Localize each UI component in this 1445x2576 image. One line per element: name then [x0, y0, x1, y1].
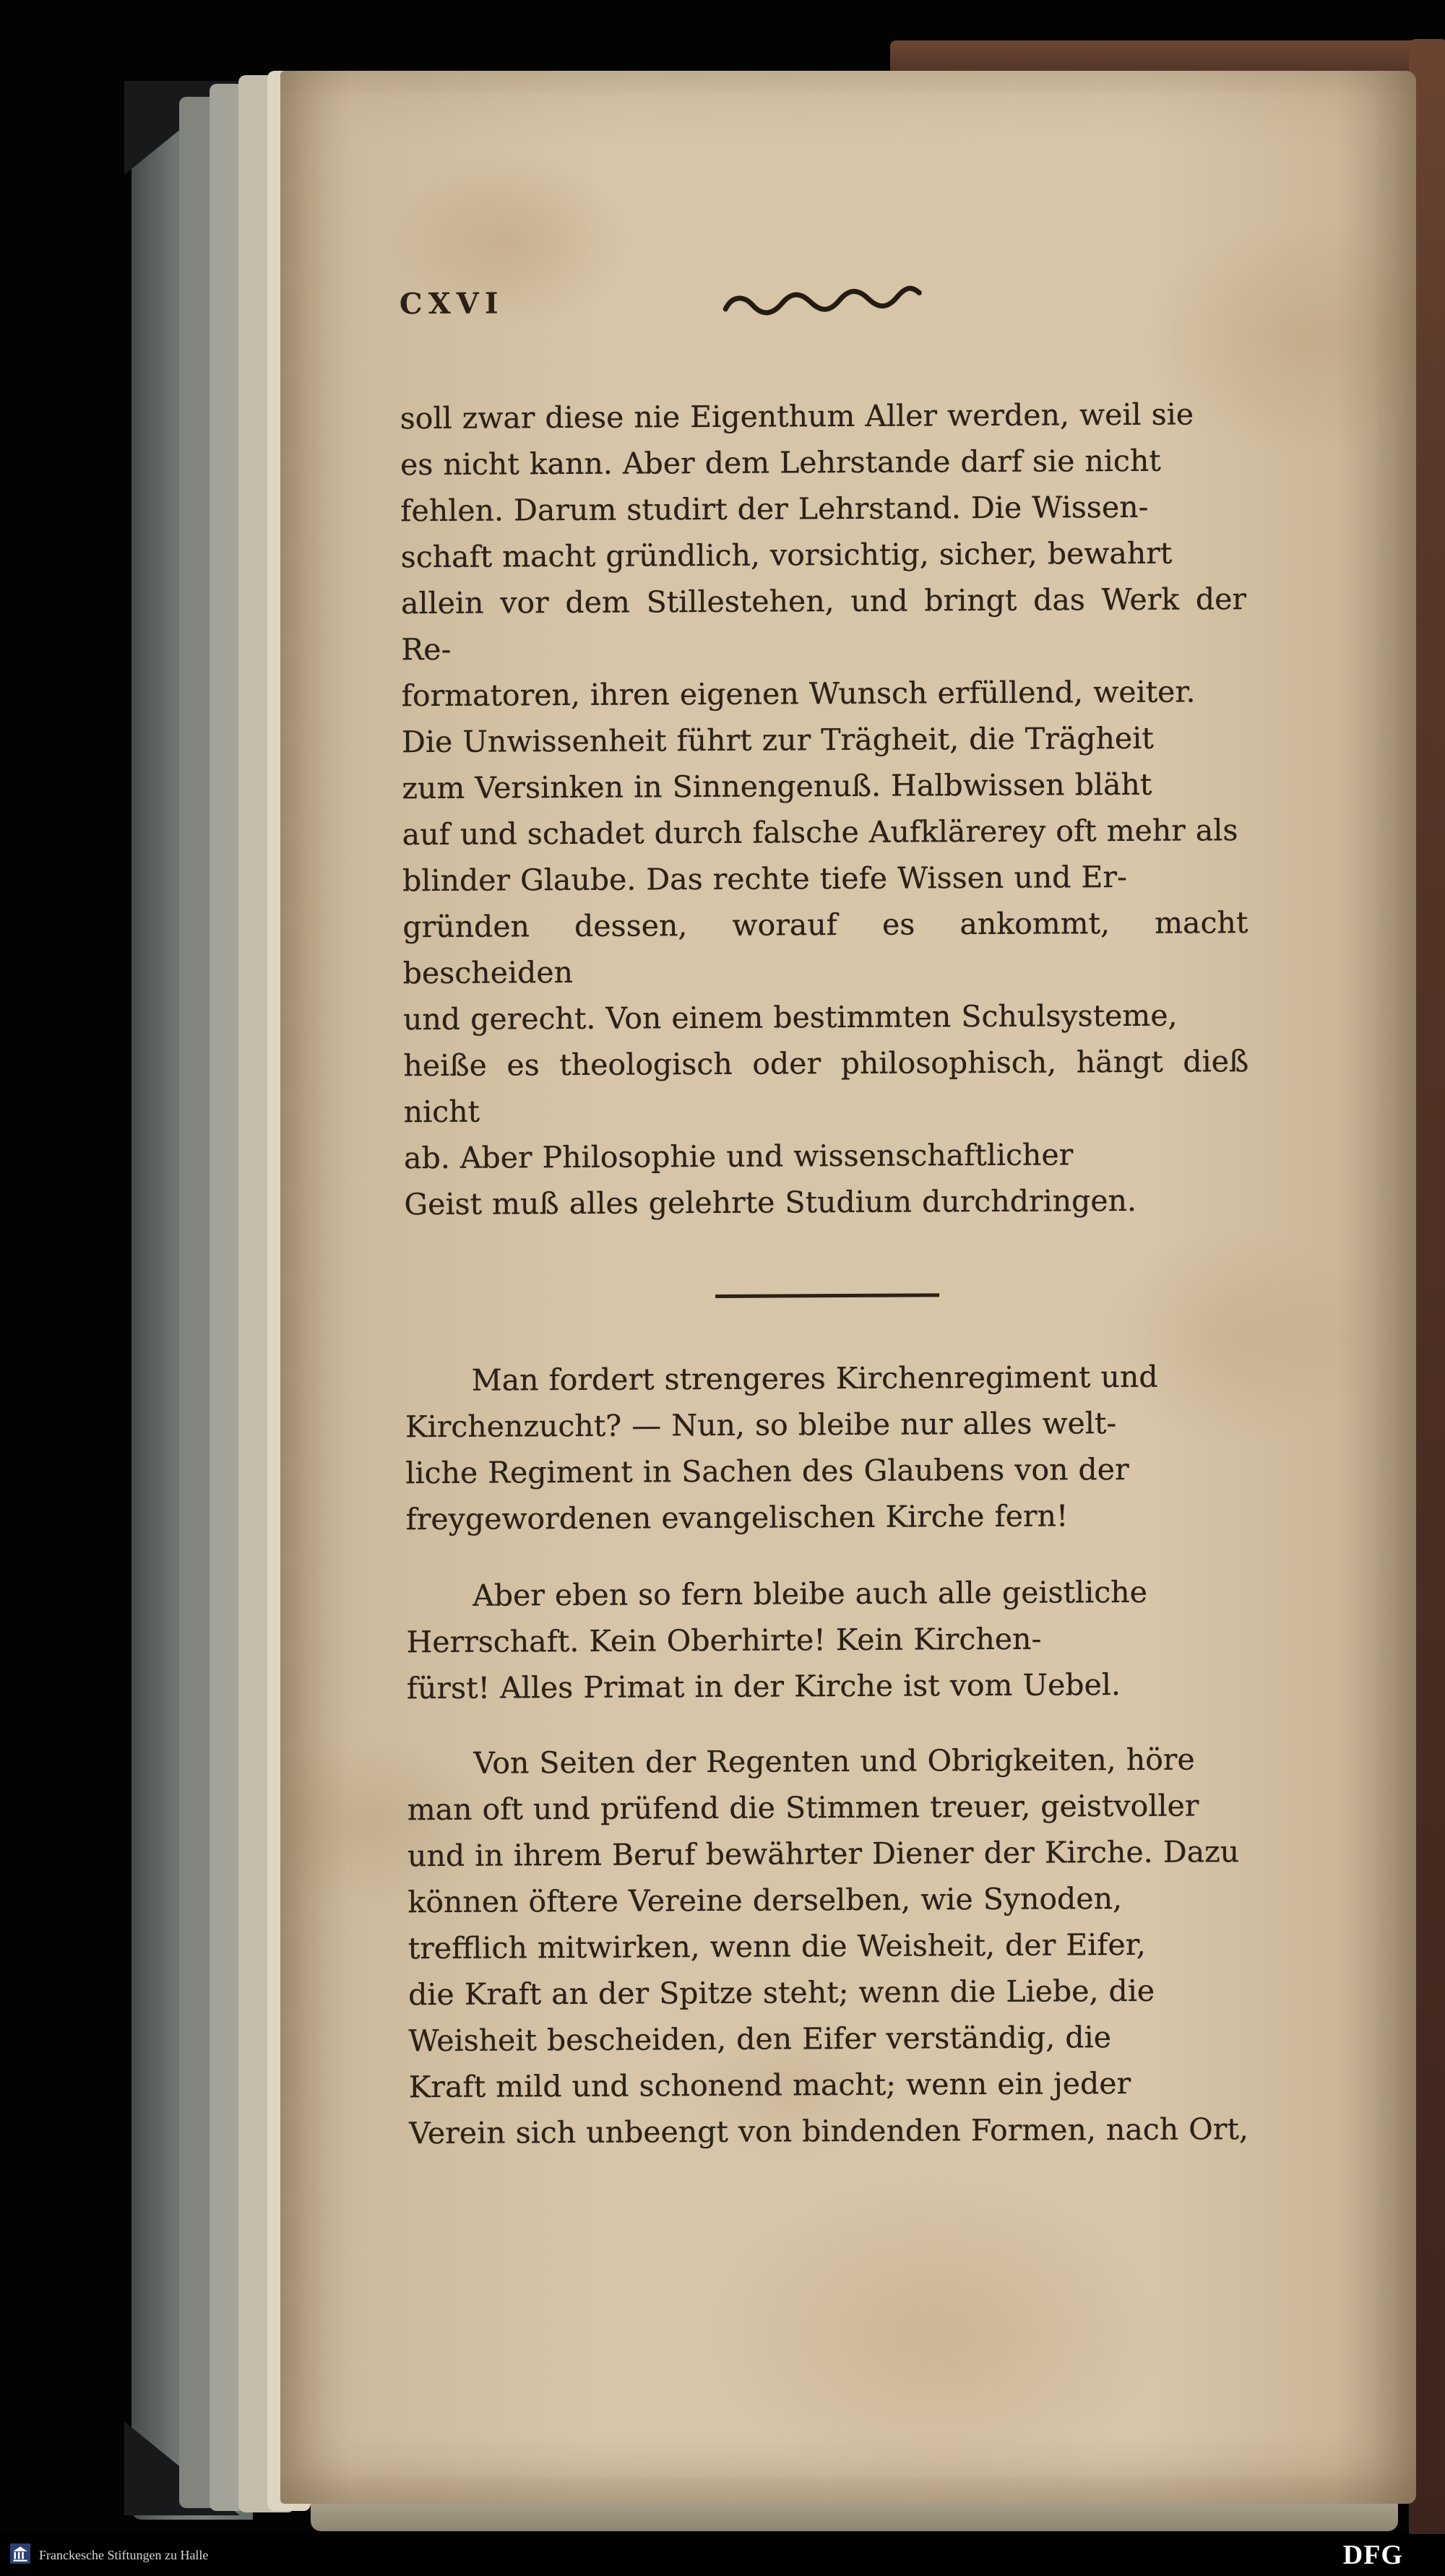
- franckesche-stiftungen-logo-icon: [10, 2543, 30, 2567]
- paragraph: Man fordert strengeres Kirchenregiment und Kirchenzucht? — Nun, so bleibe nur alles welt- liche Regiment in Sachen des Glaubens von der freygewordenen evangelischen Kirche fern!: [405, 1359, 1158, 1537]
- viewer-footer: [0, 2534, 1445, 2576]
- library-label: Franckesche Stiftungen zu Halle: [39, 2547, 209, 2562]
- page-header: [400, 277, 1245, 332]
- book-page: [280, 71, 1416, 2504]
- library-attribution: [10, 2543, 208, 2567]
- dfg-logo: DFG: [1342, 2540, 1403, 2570]
- section-divider: [715, 1293, 939, 1298]
- paragraph: Von Seiten der Regenten und Obrigkeiten, höre man oft und prüfend die Stimmen treuer, geistvoller und in ihrem Beruf bewährter Diener der Kirche. Dazu können öftere Vereine derselben, wie Synoden, trefflich mitwirken, wenn die Weisheit, der Eifer, die Kraft an der Spitze steht; wenn die Liebe, die Weisheit bescheiden, den Eifer verständig, die Kraft mild und schonend macht; wenn ein jeder Verein sich unbeengt von bindenden Formen, nach Ort,: [407, 1742, 1249, 2151]
- page-content: [274, 68, 1423, 2507]
- paragraph-continuation: soll zwar diese nie Eigenthum Aller werden, weil sie es nicht kann. Aber dem Lehrstande darf sie nicht fehlen. Darum studirt der Lehrstand. Die Wissen- schaft macht gründlich, vorsichtig, sicher, bewahrt allein vor dem Stillestehen, und bringt das Werk der Re- formatoren, ihren eigenen Wunsch erfüllend, weiter. Die Unwissenheit führt zur Trägheit, die Trägheit zum Versinken in Sinnengenuß. Halbwissen bläht auf und schadet durch falsche Aufklärerey oft mehr als blinder Glaube. Das rechte tiefe Wissen und Er- gründen dessen, worauf es ankommt, macht bescheiden und gerecht. Von einem bestimmten Schulsysteme, heiße es theologisch oder philosophisch, hängt dieß nicht ab. Aber Philosophie und wissenschaftlicher Geist muß alles gelehrte Studium durchdringen.: [400, 397, 1249, 1222]
- ornament-squiggle-icon: [720, 283, 924, 321]
- page-number: CXVI: [399, 286, 504, 321]
- paragraph: Aber eben so fern bleibe auch alle geistliche Herrschaft. Kein Oberhirte! Kein Kirchen- fürst! Alles Primat in der Kirche ist vom Uebel.: [406, 1574, 1148, 1706]
